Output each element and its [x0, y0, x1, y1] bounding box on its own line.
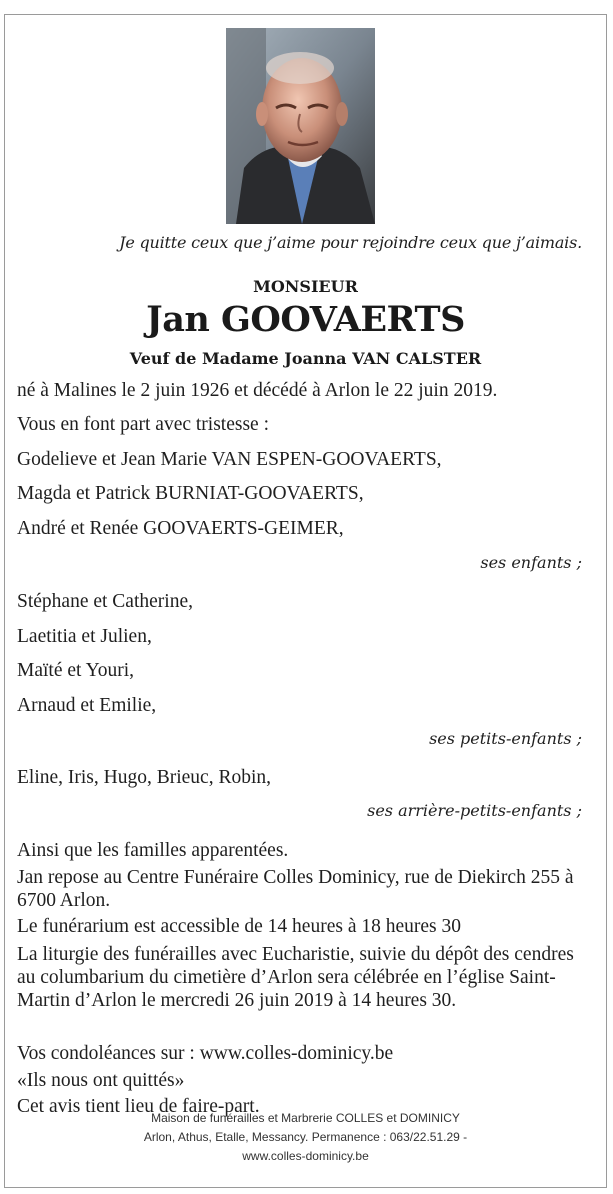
grandchild-entry: Arnaud et Emilie, [17, 695, 157, 716]
footer-locations: Arlon, Athus, Etalle, Messancy. Permanence : 063/22.51.29 - [143, 1130, 468, 1144]
epitaph-quote: Je quitte ceux que j’aime pour rejoindre ceux que j’aimais. [119, 233, 582, 252]
widow-of: Veuf de Madame Joanna VAN CALSTER [129, 349, 482, 368]
child-entry: Magda et Patrick BURNIAT-GOOVAERTS, [17, 483, 364, 504]
birth-death-line: né à Malines le 2 juin 1926 et décédé à Arlon le 22 juin 2019. [17, 380, 498, 401]
funeral-home-footer [5, 1109, 606, 1166]
great-grandchildren-role: ses arrière-petits-enfants ; [367, 801, 582, 820]
announce-line: Vous en font part avec tristesse : [17, 414, 269, 435]
left-us-line: «Ils nous ont quittés» [17, 1070, 185, 1091]
grandchildren-role: ses petits-enfants ; [429, 729, 582, 748]
condolences-line: Vos condoléances sur : www.colles-dominicy.be [17, 1043, 394, 1064]
hours-line: Le funérarium est accessible de 14 heures à 18 heures 30 [17, 916, 461, 937]
liturgy-paragraph: La liturgie des funérailles avec Eucharistie, suivie du dépôt des cendres au columbarium du cimetière d’Arlon sera célébrée en l’église Saint-Martin d’Arlon le mercredi 26 juin 2019 à 14 heures 30. [17, 944, 574, 1011]
child-entry: André et Renée GOOVAERTS-GEIMER, [17, 518, 344, 539]
footer-company: Maison de funérailles et Marbrerie COLLES et DOMINICY [151, 1111, 460, 1125]
deceased-name: Jan GOOVAERTS [146, 299, 465, 340]
grandchild-entry: Maïté et Youri, [17, 660, 134, 681]
children-role: ses enfants ; [480, 553, 582, 572]
honorific: MONSIEUR [253, 277, 358, 296]
grandchild-entry: Stéphane et Catherine, [17, 591, 193, 612]
portrait-photo [226, 28, 375, 224]
families-line: Ainsi que les familles apparentées. [17, 840, 289, 861]
rests-paragraph: Jan repose au Centre Funéraire Colles Dominicy, rue de Diekirch 255 à 6700 Arlon. [17, 867, 574, 911]
footer-website: www.colles-dominicy.be [242, 1149, 369, 1163]
great-grandchildren-line: Eline, Iris, Hugo, Brieuc, Robin, [17, 767, 272, 788]
grandchild-entry: Laetitia et Julien, [17, 626, 152, 647]
child-entry: Godelieve et Jean Marie VAN ESPEN-GOOVAERTS, [17, 449, 442, 470]
notice-line: Cet avis tient lieu de faire-part. [17, 1096, 260, 1117]
obituary-notice [4, 14, 607, 1188]
